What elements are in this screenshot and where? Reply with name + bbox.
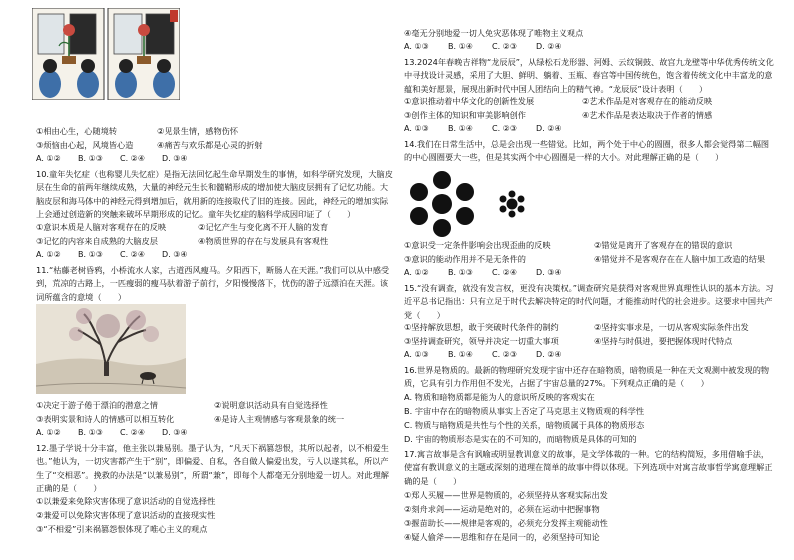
q10-item-1: ①意识本质是人脑对客观存在的反映	[36, 222, 167, 232]
q16-option-d[interactable]: D. 宇宙的物质形态是实在的不可知的，而暗物质是具体的可知的	[404, 434, 637, 444]
q12-item-3: ③“不相爱”引来祸篡怨恨体现了唯心主义的观点	[36, 524, 208, 534]
choice-b[interactable]: B. ①④	[448, 124, 473, 133]
choice-a[interactable]: A. ①③	[404, 42, 429, 51]
comic-illustration	[32, 8, 180, 100]
q9-item-3: ③烦恼由心起，风境皆心造	[36, 140, 134, 150]
choice-d[interactable]: D. ③④	[162, 250, 188, 259]
q15-stem: 15.“没有调查，就没有发言权，更没有决策权。”调查研究是获得对客观世界真理性认识的基本方法。习近平总书记指出：只有立足于时代去解决特定的时代问题，才能推动时代的社会进步。这要求中国共产党（ ）	[404, 283, 774, 320]
q13-choices	[404, 124, 624, 134]
q11-stem: 11.“枯藤老树昏鸦，小桥流水人家，古道西风瘦马。夕阳西下，断肠人在天涯。”我们可以从中感受到，荒凉的古路上，一匹瘦弱的瘦马驮着游子前行，夕阳慢慢落下，忧伤的游子远漂泊在天涯。该词所蕴含的意境（ ）	[36, 265, 390, 302]
q11-choices	[36, 428, 236, 438]
choice-d[interactable]: D. ③④	[162, 428, 188, 437]
q16-option-b[interactable]: B. 宇宙中存在的暗物质从事实上否定了马克思主义物质观的科学性	[404, 406, 645, 416]
q9-item-2: ②见景生情，感物伤怀	[157, 126, 239, 136]
q17-item-1: ①郑人买履——世界是物质的，必须坚持从客观实际出发	[404, 490, 608, 500]
q10-stem: 10.童年失忆症（也称婴儿失忆症）是指无法回忆起生命早期发生的事情，如科学研究发现，大脑皮层在生命的前两年继续成熟，大量的神经元生长和髓鞘形成的增加使大脑皮层拥有了记忆功能。大脑皮层和海马体中的神经元得到增加后，就用新的连接取代了旧的连接。因此，神经元的增加实际上会通过创造新的突触来破坏早期形成的记忆。童年失忆症的脑科学成因印证了（ ）	[36, 169, 393, 220]
choice-c[interactable]: C. ②④	[120, 428, 146, 437]
choice-c[interactable]: C. ②④	[492, 268, 518, 277]
q12-item-2: ②兼爱可以免除灾害体现了意识活动的直接现实性	[36, 510, 216, 520]
choice-b[interactable]: B. ①④	[448, 42, 473, 51]
choice-c[interactable]: C. ②④	[120, 250, 146, 259]
q17-item-3: ③揠苗助长——规律是客观的，必须充分发挥主观能动性	[404, 518, 608, 528]
q15-item-1: ①坚持解放思想，敢于突破时代条件的制约	[404, 322, 559, 332]
q12-stem: 12.墨子学说十分丰富，他主张以兼易别。墨子认为，“凡天下祸篡怨恨，其所以起者，以不相爱生也。”他认为，一切灾害都产生于“别”，即偏爱、自私，各自做人偏爱出发，亏人以遂其私，所以产生了“交相恶”。挽救的办法是“以兼易别”，所谓“兼”，即每个人都毫无分别地爱一切人。对此理解正确的是（ ）	[36, 443, 389, 494]
choice-d[interactable]: D. ③④	[536, 268, 562, 277]
landscape-painting	[36, 304, 186, 394]
choice-a[interactable]: A. ①②	[36, 154, 61, 163]
q14-stem: 14.我们在日常生活中，总是会出现一些错觉。比如，两个处于中心的圆圈，很多人都会觉得第二幅图的中心圆圈要大一些，但是其实两个中心圆圈是一样的大小。对此理解正确的是（ ）	[404, 139, 770, 163]
ebbinghaus-illusion-figure	[410, 170, 540, 240]
left-column	[22, 0, 397, 560]
choice-b[interactable]: B. ①③	[78, 250, 103, 259]
q13-stem: 13.2024年春晚吉祥物“龙辰辰”，从绿松石龙形器、河姆、云纹铜鼓、故宫九龙壁等中华优秀传统文化中寻找设计灵感，采用了大胆、鲜明、躺着、玉瓶、春宫等中国传统色，饱含着传统文化中丰富龙的意蕴和美好愿景，展现出新时代中国人团结向上的精气神。“龙辰辰”设计表明（ ）	[404, 57, 774, 94]
q13-item-4: ④艺术作品是表达取决于作者的情感	[582, 110, 713, 120]
q17-stem: 17.寓言故事是含有讽喻或明显教训意义的故事，是文学体裁的一种。它的结构简短，多用借喻手法，使富有教训意义的主题或深刻的道理在简单的故事中得以体现。下列选项中对寓言故事哲学寓意理解正确的是（ ）	[404, 449, 773, 486]
choice-a[interactable]: A. ①②	[36, 250, 61, 259]
q14-item-1: ①意识受一定条件影响会出现歪曲的反映	[404, 240, 551, 250]
q12-item-4: ④毫无分别地爱一切人免灾恶体现了唯物主义观点	[404, 28, 584, 38]
right-column	[404, 0, 779, 560]
q13-item-1: ①意识推动着中华文化的创新性发展	[404, 96, 535, 106]
q11-item-3: ③表明实景和诗人的情感可以相互转化	[36, 414, 175, 424]
seal-stamp-icon	[170, 10, 178, 22]
choice-b[interactable]: B. ①④	[448, 350, 473, 359]
q16-stem: 16.世界是物质的。最新的物理研究发现宇宙中还存在暗物质，暗物质是一种在天文观测中被发现的物质，它具有引力作用但不发光，占据了宇宙总量的27%。下列观点正确的是（ ）	[404, 365, 770, 389]
choice-a[interactable]: A. ①③	[404, 350, 429, 359]
q15-item-4: ④坚持与时俱进，要把握体现时代特点	[594, 336, 733, 346]
choice-b[interactable]: B. ①③	[448, 268, 473, 277]
choice-d[interactable]: D. ②④	[536, 124, 562, 133]
q10-item-2: ②记忆产生与变化离不开人脑的发育	[198, 222, 329, 232]
q10-item-3: ③记忆的内容来自成熟的大脑皮层	[36, 236, 158, 246]
q14-choices	[404, 268, 624, 278]
q14-item-3: ③意识的能动作用并不是无条件的	[404, 254, 526, 264]
choice-c[interactable]: C. ②③	[492, 124, 518, 133]
choice-a[interactable]: A. ①③	[404, 124, 429, 133]
q9-item-4: ④痛苦与欢乐都是心灵的折射	[157, 140, 263, 150]
q10-item-4: ④物质世界的存在与发展具有客观性	[198, 236, 329, 246]
q17-item-2: ②刻舟求剑——运动是绝对的，必须在运动中把握事物	[404, 504, 600, 514]
q13-item-2: ②艺术作品是对客观存在的能动反映	[582, 96, 713, 106]
q12-item-1: ①以兼爱来免除灾害体现了意识活动的自觉选择性	[36, 496, 216, 506]
q11-item-2: ②说明意识活动具有自觉选择性	[214, 400, 328, 410]
choice-b[interactable]: B. ①③	[78, 154, 103, 163]
q16-option-a[interactable]: A. 物质和暗物质都是能为人的意识所反映的客观实在	[404, 392, 595, 402]
choice-c[interactable]: C. ②③	[492, 350, 518, 359]
q15-item-3: ③坚持调查研究，领导并决定一切重大事项	[404, 336, 559, 346]
q9-choices	[36, 154, 236, 164]
choice-d[interactable]: D. ②④	[536, 42, 562, 51]
q12-choices	[404, 42, 624, 52]
q9-item-1: ①相由心生，心随境转	[36, 126, 118, 136]
choice-a[interactable]: A. ①②	[36, 428, 61, 437]
choice-c[interactable]: C. ②④	[120, 154, 146, 163]
choice-a[interactable]: A. ①②	[404, 268, 429, 277]
q15-item-2: ②坚持实事求是，一切从客观实际条件出发	[594, 322, 749, 332]
q16-option-c[interactable]: C. 物质与暗物质是共性与个性的关系，暗物质属于具体的物质形态	[404, 420, 645, 430]
choice-c[interactable]: C. ②③	[492, 42, 518, 51]
q14-item-2: ②错觉是离开了客观存在的错误的意识	[594, 240, 733, 250]
choice-d[interactable]: D. ③④	[162, 154, 188, 163]
q14-item-4: ④错觉并不是客观存在在人脑中加工改造的结果	[594, 254, 766, 264]
q11-item-1: ①决定于游子倦于漂泊的潜意之情	[36, 400, 158, 410]
q13-item-3: ③创作主体的知识和审美影响创作	[404, 110, 526, 120]
q15-choices	[404, 350, 624, 360]
choice-b[interactable]: B. ①③	[78, 428, 103, 437]
choice-d[interactable]: D. ②④	[536, 350, 562, 359]
q11-item-4: ④是诗人主观情感与客观景象的统一	[214, 414, 345, 424]
q17-item-4: ④疑人偷斧——思维和存在是同一的，必须坚持可知论	[404, 532, 600, 542]
q10-choices	[36, 250, 236, 260]
